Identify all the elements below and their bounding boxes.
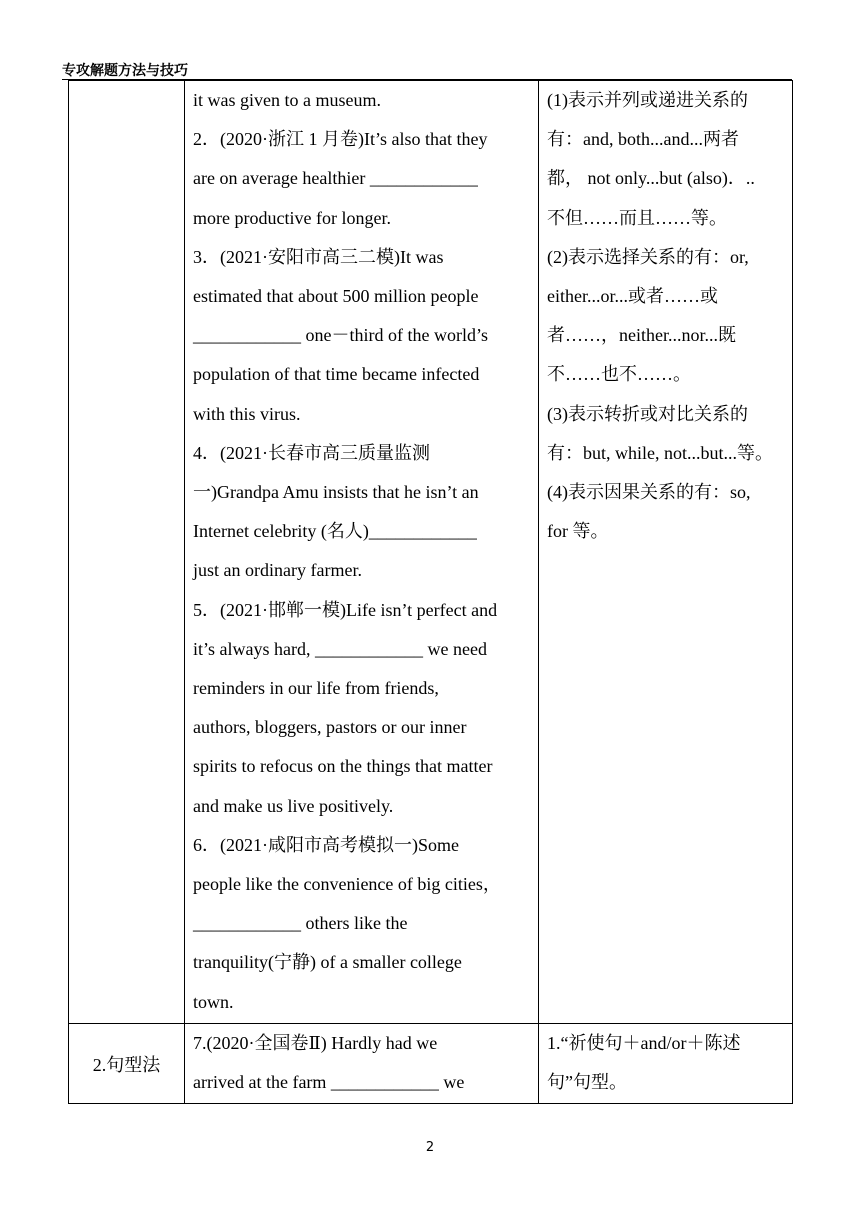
row2-examples-text	[185, 1024, 538, 1102]
text-line: (3)表示转折或对比关系的	[547, 403, 748, 424]
text-line: 5．(2021·邯郸一模)Life isn’t perfect and	[193, 599, 498, 620]
row1-notes-text	[539, 81, 792, 551]
row2-examples-cell	[185, 1024, 539, 1104]
text-line: 7.(2020·全国卷Ⅱ) Hardly had we	[193, 1033, 438, 1053]
text-line: just an ordinary farmer.	[193, 560, 362, 581]
text-line: 不但……而且……等。	[547, 207, 727, 228]
text-line: and make us live positively.	[193, 795, 394, 816]
row1-examples-text	[185, 81, 538, 1022]
text-line: estimated that about 500 million people	[193, 286, 479, 307]
text-line: 2．(2020·浙江 1 月卷)It’s also that they	[193, 129, 488, 150]
text-line: 不……也不……。	[547, 364, 691, 385]
text-line: Internet celebrity (名人)____________	[193, 521, 477, 542]
text-line: 6．(2021·咸阳市高考模拟一)Some	[193, 834, 459, 855]
row1-notes-cell	[539, 81, 793, 1024]
text-line: (2)表示选择关系的有：or,	[547, 246, 749, 267]
text-line: people like the convenience of big cities，	[193, 874, 501, 895]
table-row	[69, 1024, 793, 1104]
text-line: 者……，neither...nor...既	[547, 325, 736, 346]
row2-notes-text	[539, 1024, 792, 1102]
row1-examples-cell	[185, 81, 539, 1024]
text-line: (4)表示因果关系的有：so,	[547, 482, 751, 503]
text-line: tranquility(宁静) of a smaller college	[193, 952, 462, 973]
page-header: 专攻解题方法与技巧	[62, 63, 188, 79]
text-line: it’s always hard, ____________ we need	[193, 638, 487, 659]
text-line: ____________ others like the	[193, 913, 408, 934]
text-line: authors, bloggers, pastors or our inner	[193, 717, 467, 738]
text-line: for 等。	[547, 521, 609, 542]
row2-method-label: 2.句型法	[69, 1024, 185, 1104]
text-line: 一)Grandpa Amu insists that he isn’t an	[193, 482, 479, 503]
page-number: 2	[425, 1140, 435, 1155]
text-line: either...or...或者……或	[547, 286, 718, 307]
text-line: population of that time became infected	[193, 364, 480, 385]
text-line: (1)表示并列或递进关系的	[547, 90, 748, 110]
method-table	[68, 80, 793, 1104]
text-line: ____________ one－third of the world’s	[193, 325, 488, 346]
text-line: with this virus.	[193, 403, 301, 424]
text-line: town.	[193, 991, 234, 1012]
row2-notes-cell	[539, 1024, 793, 1104]
text-line: 1.“祈使句＋and/or＋陈述	[547, 1033, 741, 1053]
text-line: 3．(2021·安阳市高三二模)It was	[193, 246, 444, 267]
row1-left-cell	[69, 81, 185, 1024]
text-line: 有：but, while, not...but...等。	[547, 442, 773, 463]
text-line: 都， not only...but (also)．..	[547, 168, 755, 189]
text-line: 句”句型。	[547, 1072, 627, 1093]
text-line: reminders in our life from friends,	[193, 678, 439, 699]
text-line: 有：and, both...and...两者	[547, 129, 739, 150]
text-line: 4．(2021·长春市高三质量监测	[193, 442, 430, 463]
text-line: arrived at the farm ____________ we	[193, 1072, 465, 1093]
text-line: are on average healthier ____________	[193, 168, 478, 189]
text-line: spirits to refocus on the things that matter	[193, 756, 493, 777]
table-row	[69, 81, 793, 1024]
text-line: more productive for longer.	[193, 207, 391, 228]
text-line: it was given to a museum.	[193, 90, 381, 110]
